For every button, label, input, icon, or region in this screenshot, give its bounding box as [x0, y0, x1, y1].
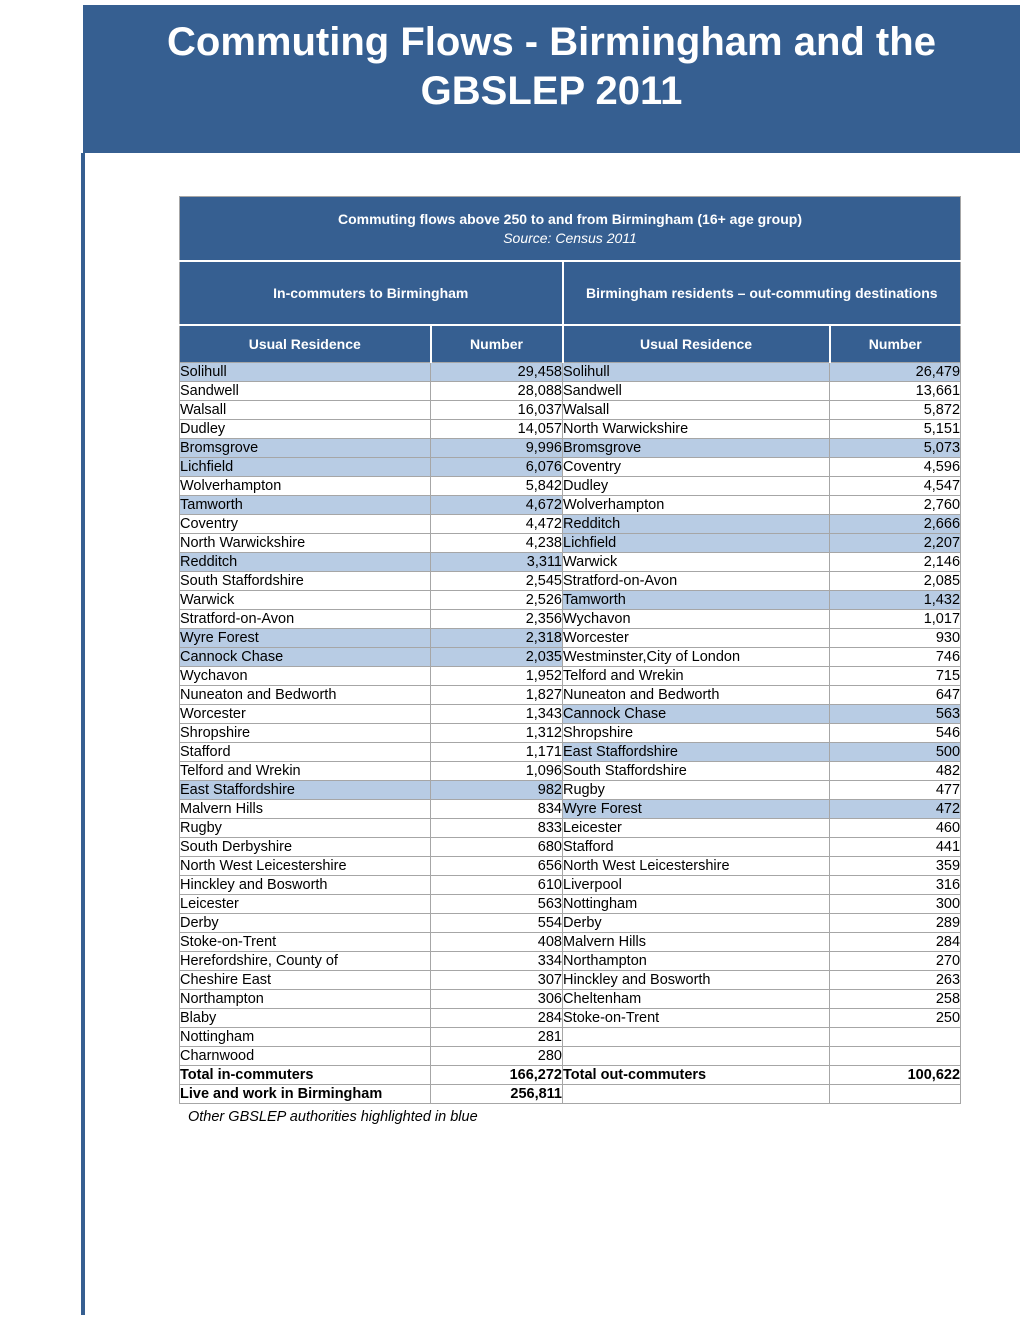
table-source: Source: Census 2011 — [503, 229, 637, 246]
page-title: Commuting Flows - Birmingham and the GBSLEP 2011 — [167, 20, 936, 113]
out-residence-cell: Solihull — [563, 363, 830, 382]
col-header-out-number: Number — [830, 325, 961, 363]
out-residence-cell: Stafford — [563, 838, 830, 857]
out-number-cell: 263 — [830, 971, 961, 990]
out-number-cell: 647 — [830, 686, 961, 705]
table-row — [180, 591, 961, 610]
out-residence-cell: North West Leicestershire — [563, 857, 830, 876]
table-row — [180, 420, 961, 439]
total-out-value: 100,622 — [830, 1066, 961, 1085]
out-number-cell: 2,666 — [830, 515, 961, 534]
in-residence-cell: Coventry — [180, 515, 431, 534]
table-row — [180, 914, 961, 933]
table-row — [180, 819, 961, 838]
out-number-cell: 500 — [830, 743, 961, 762]
out-residence-cell: Wyre Forest — [563, 800, 830, 819]
in-residence-cell: Herefordshire, County of — [180, 952, 431, 971]
in-number-cell: 2,318 — [431, 629, 563, 648]
out-residence-cell: Coventry — [563, 458, 830, 477]
out-number-cell: 2,146 — [830, 553, 961, 572]
in-residence-cell: South Derbyshire — [180, 838, 431, 857]
table-row — [180, 553, 961, 572]
in-number-cell: 680 — [431, 838, 563, 857]
out-residence-cell: Walsall — [563, 401, 830, 420]
out-number-cell: 2,085 — [830, 572, 961, 591]
table-row — [180, 648, 961, 667]
in-number-cell: 4,238 — [431, 534, 563, 553]
in-residence-cell: Wyre Forest — [180, 629, 431, 648]
in-commuters-header: In-commuters to Birmingham — [180, 261, 563, 325]
table-row — [180, 382, 961, 401]
col-header-in-number: Number — [431, 325, 563, 363]
table-row — [180, 1028, 961, 1047]
col-header-out-residence: Usual Residence — [563, 325, 830, 363]
in-residence-cell: North Warwickshire — [180, 534, 431, 553]
in-number-cell: 1,171 — [431, 743, 563, 762]
footnote: Other GBSLEP authorities highlighted in blue — [188, 1109, 478, 1125]
title-banner — [83, 5, 1020, 153]
table-row — [180, 1009, 961, 1028]
in-residence-cell: South Staffordshire — [180, 572, 431, 591]
out-number-cell: 472 — [830, 800, 961, 819]
table-row — [180, 876, 961, 895]
out-number-cell: 1,017 — [830, 610, 961, 629]
in-residence-cell: Worcester — [180, 705, 431, 724]
in-number-cell: 408 — [431, 933, 563, 952]
in-number-cell: 3,311 — [431, 553, 563, 572]
in-residence-cell: Cannock Chase — [180, 648, 431, 667]
out-residence-cell: Shropshire — [563, 724, 830, 743]
in-residence-cell: Malvern Hills — [180, 800, 431, 819]
out-residence-cell: Warwick — [563, 553, 830, 572]
out-number-cell: 13,661 — [830, 382, 961, 401]
out-number-cell: 2,207 — [830, 534, 961, 553]
in-number-cell: 6,076 — [431, 458, 563, 477]
in-number-cell: 1,343 — [431, 705, 563, 724]
in-residence-cell: Cheshire East — [180, 971, 431, 990]
out-number-cell: 270 — [830, 952, 961, 971]
in-number-cell: 1,312 — [431, 724, 563, 743]
in-number-cell: 16,037 — [431, 401, 563, 420]
commuting-table — [179, 196, 961, 1104]
live-work-row — [180, 1085, 961, 1104]
out-number-cell — [830, 1047, 961, 1066]
out-number-cell: 284 — [830, 933, 961, 952]
table-row — [180, 686, 961, 705]
out-residence-cell: North Warwickshire — [563, 420, 830, 439]
table-row — [180, 401, 961, 420]
in-residence-cell: Nottingham — [180, 1028, 431, 1047]
in-residence-cell: Wolverhampton — [180, 477, 431, 496]
in-residence-cell: East Staffordshire — [180, 781, 431, 800]
in-residence-cell: Sandwell — [180, 382, 431, 401]
in-residence-cell: Warwick — [180, 591, 431, 610]
out-number-cell: 4,547 — [830, 477, 961, 496]
out-number-cell: 289 — [830, 914, 961, 933]
in-residence-cell: Tamworth — [180, 496, 431, 515]
in-number-cell: 833 — [431, 819, 563, 838]
in-number-cell: 610 — [431, 876, 563, 895]
table-row — [180, 496, 961, 515]
in-residence-cell: North West Leicestershire — [180, 857, 431, 876]
in-residence-cell: Charnwood — [180, 1047, 431, 1066]
out-number-cell: 1,432 — [830, 591, 961, 610]
in-number-cell: 4,672 — [431, 496, 563, 515]
left-accent-line — [81, 153, 85, 1315]
table-row — [180, 762, 961, 781]
table-row — [180, 1047, 961, 1066]
in-number-cell: 5,842 — [431, 477, 563, 496]
out-number-cell: 930 — [830, 629, 961, 648]
in-number-cell: 1,096 — [431, 762, 563, 781]
out-residence-cell: Tamworth — [563, 591, 830, 610]
out-residence-cell: Telford and Wrekin — [563, 667, 830, 686]
in-residence-cell: Leicester — [180, 895, 431, 914]
in-residence-cell: Redditch — [180, 553, 431, 572]
out-residence-cell: Sandwell — [563, 382, 830, 401]
in-residence-cell: Rugby — [180, 819, 431, 838]
table-row — [180, 363, 961, 382]
out-residence-cell: Leicester — [563, 819, 830, 838]
totals-row — [180, 1066, 961, 1085]
in-number-cell: 2,545 — [431, 572, 563, 591]
in-number-cell: 284 — [431, 1009, 563, 1028]
out-residence-cell: Nuneaton and Bedworth — [563, 686, 830, 705]
total-in-label: Total in-commuters — [180, 1066, 431, 1085]
out-residence-cell: Wychavon — [563, 610, 830, 629]
table-row — [180, 781, 961, 800]
in-residence-cell: Stoke-on-Trent — [180, 933, 431, 952]
out-number-cell: 359 — [830, 857, 961, 876]
table-row — [180, 933, 961, 952]
in-residence-cell: Nuneaton and Bedworth — [180, 686, 431, 705]
out-residence-cell: Malvern Hills — [563, 933, 830, 952]
in-number-cell: 307 — [431, 971, 563, 990]
out-residence-cell: Cannock Chase — [563, 705, 830, 724]
in-residence-cell: Telford and Wrekin — [180, 762, 431, 781]
in-number-cell: 982 — [431, 781, 563, 800]
in-number-cell: 9,996 — [431, 439, 563, 458]
table-row — [180, 971, 961, 990]
in-number-cell: 1,952 — [431, 667, 563, 686]
table-row — [180, 458, 961, 477]
in-residence-cell: Shropshire — [180, 724, 431, 743]
in-number-cell: 28,088 — [431, 382, 563, 401]
table-body — [180, 363, 961, 1104]
table-row — [180, 515, 961, 534]
out-number-cell: 2,760 — [830, 496, 961, 515]
table-row — [180, 705, 961, 724]
in-number-cell: 834 — [431, 800, 563, 819]
in-number-cell: 334 — [431, 952, 563, 971]
in-residence-cell: Walsall — [180, 401, 431, 420]
out-residence-cell: Derby — [563, 914, 830, 933]
in-number-cell: 656 — [431, 857, 563, 876]
table-row — [180, 477, 961, 496]
empty-cell — [830, 1085, 961, 1104]
out-residence-cell — [563, 1028, 830, 1047]
table-row — [180, 572, 961, 591]
out-residence-cell: Redditch — [563, 515, 830, 534]
table-row — [180, 857, 961, 876]
out-number-cell: 482 — [830, 762, 961, 781]
table-row — [180, 838, 961, 857]
in-residence-cell: Hinckley and Bosworth — [180, 876, 431, 895]
in-number-cell: 4,472 — [431, 515, 563, 534]
out-residence-cell: Rugby — [563, 781, 830, 800]
out-residence-cell: Westminster,City of London — [563, 648, 830, 667]
in-residence-cell: Derby — [180, 914, 431, 933]
out-residence-cell: Wolverhampton — [563, 496, 830, 515]
in-number-cell: 14,057 — [431, 420, 563, 439]
out-residence-cell: Stratford-on-Avon — [563, 572, 830, 591]
table-title — [180, 197, 961, 262]
out-number-cell: 300 — [830, 895, 961, 914]
out-number-cell: 250 — [830, 1009, 961, 1028]
table-row — [180, 534, 961, 553]
in-residence-cell: Lichfield — [180, 458, 431, 477]
out-residence-cell: South Staffordshire — [563, 762, 830, 781]
table-row — [180, 895, 961, 914]
table-row — [180, 743, 961, 762]
in-number-cell: 1,827 — [431, 686, 563, 705]
out-residence-cell: Northampton — [563, 952, 830, 971]
out-residence-cell: Hinckley and Bosworth — [563, 971, 830, 990]
in-number-cell: 2,526 — [431, 591, 563, 610]
out-number-cell: 460 — [830, 819, 961, 838]
out-number-cell: 5,151 — [830, 420, 961, 439]
live-work-value: 256,811 — [431, 1085, 563, 1104]
out-residence-cell: Stoke-on-Trent — [563, 1009, 830, 1028]
table-row — [180, 439, 961, 458]
in-number-cell: 281 — [431, 1028, 563, 1047]
in-number-cell: 29,458 — [431, 363, 563, 382]
in-number-cell: 306 — [431, 990, 563, 1009]
out-number-cell: 316 — [830, 876, 961, 895]
in-number-cell: 563 — [431, 895, 563, 914]
out-residence-cell: Bromsgrove — [563, 439, 830, 458]
out-residence-cell: Dudley — [563, 477, 830, 496]
out-number-cell: 4,596 — [830, 458, 961, 477]
in-number-cell: 2,356 — [431, 610, 563, 629]
in-residence-cell: Stratford-on-Avon — [180, 610, 431, 629]
out-commuters-header: Birmingham residents – out-commuting destinations — [563, 261, 961, 325]
in-residence-cell: Blaby — [180, 1009, 431, 1028]
total-in-value: 166,272 — [431, 1066, 563, 1085]
in-residence-cell: Wychavon — [180, 667, 431, 686]
out-number-cell: 26,479 — [830, 363, 961, 382]
out-number-cell: 715 — [830, 667, 961, 686]
table-row — [180, 952, 961, 971]
out-number-cell: 5,073 — [830, 439, 961, 458]
out-number-cell: 746 — [830, 648, 961, 667]
out-residence-cell: Liverpool — [563, 876, 830, 895]
in-residence-cell: Bromsgrove — [180, 439, 431, 458]
table-row — [180, 800, 961, 819]
col-header-in-residence: Usual Residence — [180, 325, 431, 363]
out-residence-cell: Worcester — [563, 629, 830, 648]
out-number-cell: 5,872 — [830, 401, 961, 420]
table-row — [180, 990, 961, 1009]
in-residence-cell: Northampton — [180, 990, 431, 1009]
in-number-cell: 280 — [431, 1047, 563, 1066]
table-row — [180, 610, 961, 629]
out-residence-cell — [563, 1047, 830, 1066]
table-row — [180, 629, 961, 648]
table-title-text: Commuting flows above 250 to and from Birmingham (16+ age group) — [338, 210, 803, 227]
total-out-label: Total out-commuters — [563, 1066, 830, 1085]
table-row — [180, 724, 961, 743]
out-number-cell: 563 — [830, 705, 961, 724]
in-number-cell: 2,035 — [431, 648, 563, 667]
out-number-cell: 258 — [830, 990, 961, 1009]
in-number-cell: 554 — [431, 914, 563, 933]
out-residence-cell: East Staffordshire — [563, 743, 830, 762]
out-number-cell: 546 — [830, 724, 961, 743]
out-number-cell: 477 — [830, 781, 961, 800]
out-number-cell: 441 — [830, 838, 961, 857]
in-residence-cell: Stafford — [180, 743, 431, 762]
empty-cell — [563, 1085, 830, 1104]
out-residence-cell: Cheltenham — [563, 990, 830, 1009]
out-residence-cell: Nottingham — [563, 895, 830, 914]
table-row — [180, 667, 961, 686]
out-residence-cell: Lichfield — [563, 534, 830, 553]
in-residence-cell: Solihull — [180, 363, 431, 382]
live-work-label: Live and work in Birmingham — [180, 1085, 431, 1104]
in-residence-cell: Dudley — [180, 420, 431, 439]
out-number-cell — [830, 1028, 961, 1047]
